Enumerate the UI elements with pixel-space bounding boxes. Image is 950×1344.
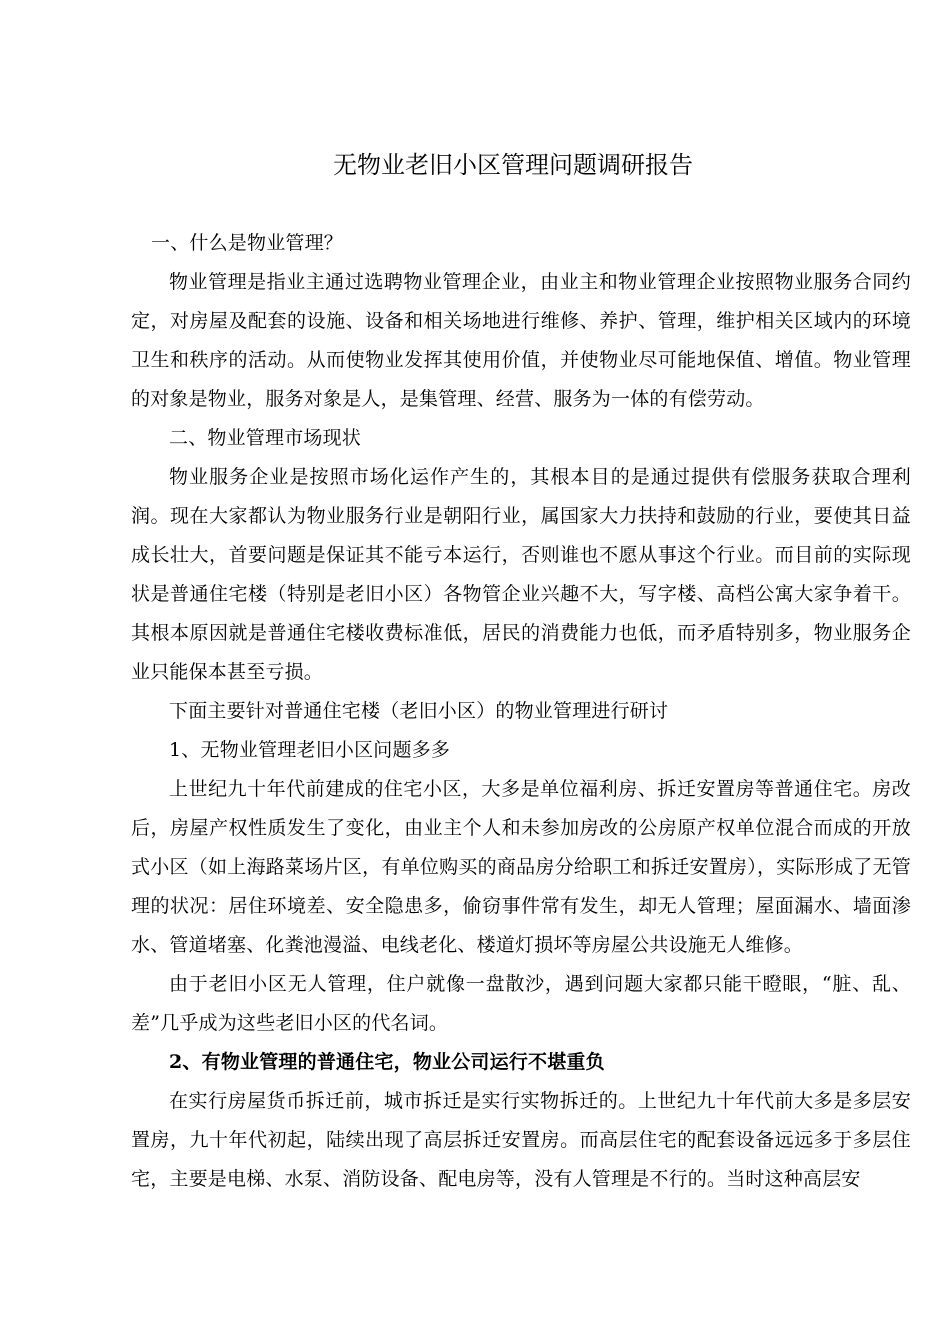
section-heading-1: 一、什么是物业管理？	[151, 232, 344, 254]
section-heading-2: 二、物业管理市场现状	[169, 427, 362, 449]
subheading-2: 2、有物业管理的普通住宅，物业公司运行不堪重负	[169, 1051, 605, 1073]
paragraph-old-communities: 上世纪九十年代前建成的住宅小区，大多是单位福利房、拆迁安置房等普通住宅。房改后，房屋产权性质发生了变化，由业主个人和未参加房改的公房原产权单位混合而成的开放式小区（如上海路菜场片区，有单位购买的商品房分给职工和拆迁安置房），实际形成了无管理的状况：居住环境差、安全隐患多，偷窃事件常有发生，却无人管理；屋面漏水、墙面渗水、管道堵塞、化粪池漫溢、电线老化、楼道灯损坏等房屋公共设施无人维修。	[131, 778, 911, 956]
paragraph-market-status: 物业服务企业是按照市场化运作产生的，其根本目的是通过提供有偿服务获取合理利润。现在大家都认为物业服务行业是朝阳行业，属国家大力扶持和鼓励的行业，要使其日益成长壮大，首要问题是保证其不能亏本运行，否则谁也不愿从事这个行业。而目前的实际现状是普通住宅楼（特别是老旧小区）各物管企业兴趣不大，写字楼、高档公寓大家争着干。其根本原因就是普通住宅楼收费标准低，居民的消费能力也低，而矛盾特别多，物业服务企业只能保本甚至亏损。	[131, 466, 911, 683]
paragraph-no-management: 由于老旧小区无人管理，住户就像一盘散沙，遇到问题大家都只能干瞪眼，“脏、乱、差”几乎成为这些老旧小区的代名词。	[131, 973, 911, 1034]
subheading-1: 1、无物业管理老旧小区问题多多	[169, 739, 451, 761]
document-title: 无物业老旧小区管理问题调研报告	[333, 151, 693, 179]
paragraph-definition: 物业管理是指业主通过选聘物业管理企业，由业主和物业管理企业按照物业服务合同约定，对房屋及配套的设施、设备和相关场地进行维修、养护、管理，维护相关区域内的环境卫生和秩序的活动。从而使物业发挥其使用价值，并使物业尽可能地保值、增值。物业管理的对象是物业，服务对象是人，是集管理、经营、服务为一体的有偿劳动。	[131, 271, 911, 410]
paragraph-relocation: 在实行房屋货币拆迁前，城市拆迁是实行实物拆迁的。上世纪九十年代前大多是多层安置房，九十年代初起，陆续出现了高层拆迁安置房。而高层住宅的配套设备远远多于多层住宅，主要是电梯、水泵、消防设备、配电房等，没有人管理是不行的。当时这种高层安	[131, 1090, 911, 1190]
document-body	[131, 224, 911, 1199]
paragraph-discussion-intro: 下面主要针对普通住宅楼（老旧小区）的物业管理进行研讨	[169, 700, 669, 722]
